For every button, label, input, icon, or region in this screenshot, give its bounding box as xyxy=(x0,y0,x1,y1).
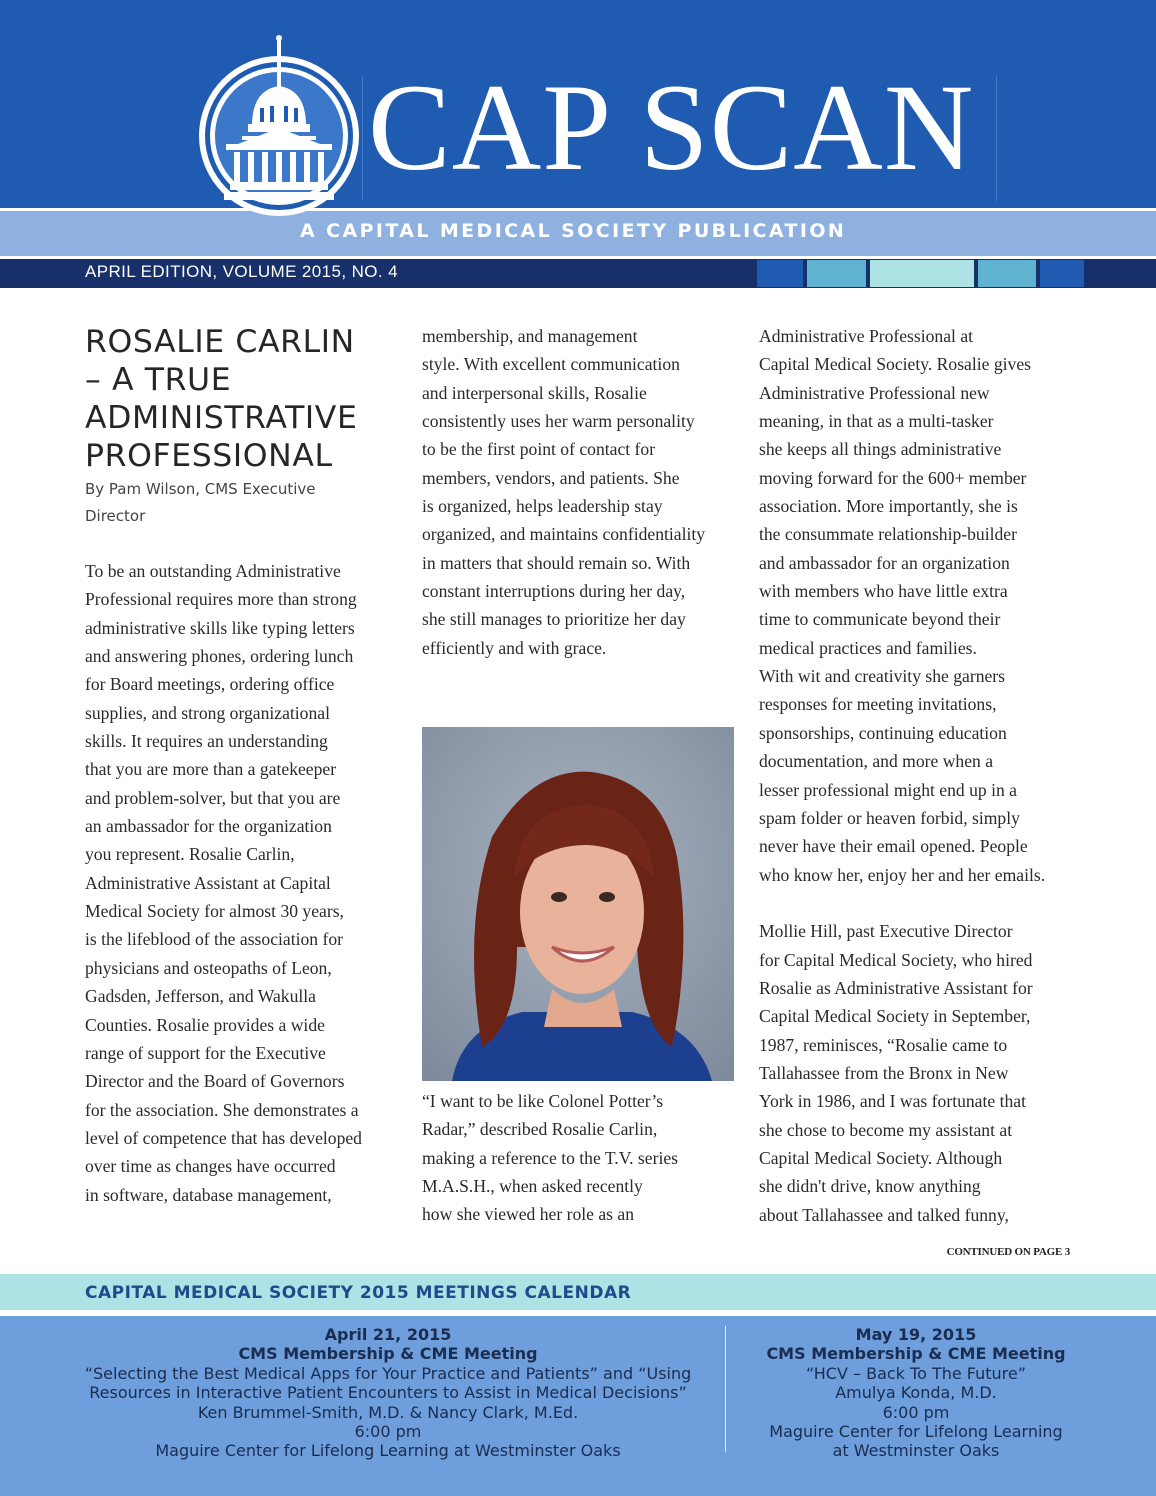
text-line: Rosalie as Administrative Assistant for xyxy=(759,977,1033,998)
text-line: efficiently and with grace. xyxy=(422,637,607,658)
headline-line: – A TRUE xyxy=(85,362,232,398)
text-line: and ambassador for an organization xyxy=(759,552,1010,573)
text-line: responses for meeting invitations, xyxy=(759,694,997,715)
text-line: she chose to become my assistant at xyxy=(759,1119,1013,1140)
text-line: Professional requires more than strong xyxy=(85,589,357,610)
text-line: about Tallahassee and talked funny, xyxy=(759,1204,1009,1225)
text-line: medical practices and families. xyxy=(759,637,977,658)
text-line: an ambassador for the organization xyxy=(85,816,332,837)
text-line: is organized, helps leadership stay xyxy=(422,496,663,517)
text-line: “I want to be like Colonel Potter’s xyxy=(422,1091,664,1111)
publication-tagline: A CAPITAL MEDICAL SOCIETY PUBLICATION xyxy=(300,220,847,242)
column-3-paragraph-1 xyxy=(759,322,1077,889)
text-line: she still manages to prioritize her day xyxy=(422,609,686,630)
calendar-event xyxy=(736,1325,1096,1461)
article-column-1 xyxy=(85,557,403,1209)
text-line: with members who have little extra xyxy=(759,581,1008,602)
color-block xyxy=(807,260,866,287)
text-line: Administrative Professional new xyxy=(759,382,990,403)
calendar-divider xyxy=(725,1326,726,1452)
text-line: time to communicate beyond their xyxy=(759,609,1001,630)
event-details xyxy=(62,1364,714,1461)
event-type: CMS Membership & CME Meeting xyxy=(238,1344,538,1364)
text-line: Ken Brummel-Smith, M.D. & Nancy Clark, M.Ed. xyxy=(197,1402,579,1422)
text-line: who know her, enjoy her and her emails. xyxy=(759,864,1046,885)
article-column-3 xyxy=(759,322,1077,1229)
text-line: to be the first point of contact for xyxy=(422,439,656,460)
text-line: Administrative Professional at xyxy=(759,326,974,346)
text-line: how she viewed her role as an xyxy=(422,1204,635,1225)
text-line: is the lifeblood of the association for xyxy=(85,929,343,950)
text-line: and answering phones, ordering lunch xyxy=(85,646,354,667)
text-line: making a reference to the T.V. series xyxy=(422,1147,678,1168)
edition-info: APRIL EDITION, VOLUME 2015, NO. 4 xyxy=(85,262,398,281)
calendar-event xyxy=(62,1325,714,1461)
event-type: CMS Membership & CME Meeting xyxy=(766,1344,1066,1364)
text-line: Counties. Rosalie provides a wide xyxy=(85,1014,325,1035)
text-line: that you are more than a gatekeeper xyxy=(85,759,337,780)
text-line: administrative skills like typing letters xyxy=(85,617,355,638)
text-line: level of competence that has developed xyxy=(85,1127,362,1148)
text-line: membership, and management xyxy=(422,326,638,346)
text-line: sponsorships, continuing education xyxy=(759,722,1007,743)
color-block xyxy=(870,260,974,287)
text-line: spam folder or heaven forbid, simply xyxy=(759,807,1020,828)
text-line: at Westminster Oaks xyxy=(832,1441,1000,1461)
text-line: supplies, and strong organizational xyxy=(85,702,330,723)
text-line: in software, database management, xyxy=(85,1184,332,1205)
text-line: over time as changes have occurred xyxy=(85,1156,336,1177)
text-line: Tallahassee from the Bronx in New xyxy=(759,1062,1009,1083)
color-block xyxy=(757,260,803,287)
text-line: Resources in Interactive Patient Encounters to Assist in Medical Decisions” xyxy=(89,1383,687,1403)
masthead-divider xyxy=(996,75,997,201)
text-line: M.A.S.H., when asked recently xyxy=(422,1176,643,1197)
text-line: Gadsden, Jefferson, and Wakulla xyxy=(85,986,316,1007)
color-block xyxy=(978,260,1036,287)
text-line: Capital Medical Society. Although xyxy=(759,1147,1003,1168)
text-line: style. With excellent communication xyxy=(422,354,680,375)
capitol-dome-logo xyxy=(198,32,364,224)
text-line: physicians and osteopaths of Leon, xyxy=(85,957,332,978)
text-line: for the association. She demonstrates a xyxy=(85,1099,359,1120)
text-line: consistently uses her warm personality xyxy=(422,411,695,432)
text-line: To be an outstanding Administrative xyxy=(85,561,341,581)
headline-line: ROSALIE CARLIN xyxy=(85,324,355,360)
text-line: Maguire Center for Lifelong Learning at Westminster Oaks xyxy=(155,1441,621,1461)
text-line: range of support for the Executive xyxy=(85,1042,326,1063)
text-line: the consummate relationship-builder xyxy=(759,524,1017,545)
text-line: With wit and creativity she garners xyxy=(759,666,1006,687)
text-line: 1987, reminisces, “Rosalie came to xyxy=(759,1034,1008,1055)
text-line: Mollie Hill, past Executive Director xyxy=(759,921,1013,942)
text-line: Capital Medical Society in September, xyxy=(759,1006,1031,1027)
text-line: never have their email opened. People xyxy=(759,836,1028,857)
article-byline xyxy=(85,476,375,530)
text-line: “Selecting the Best Medical Apps for Your Practice and Patients” and “Using xyxy=(84,1363,692,1383)
text-line: Capital Medical Society. Rosalie gives xyxy=(759,354,1031,375)
text-line: York in 1986, and I was fortunate that xyxy=(759,1091,1026,1112)
event-details xyxy=(736,1364,1096,1461)
text-line: members, vendors, and patients. She xyxy=(422,467,680,488)
text-line: Medical Society for almost 30 years, xyxy=(85,901,344,922)
text-line: Radar,” described Rosalie Carlin, xyxy=(422,1119,658,1140)
text-line: she didn't drive, know anything xyxy=(759,1176,981,1197)
headline-line: PROFESSIONAL xyxy=(85,438,333,474)
text-line: documentation, and more when a xyxy=(759,751,994,772)
article-column-2 xyxy=(422,322,740,662)
text-line: and interpersonal skills, Rosalie xyxy=(422,382,647,403)
continued-on-page-link[interactable]: CONTINUED ON PAGE 3 xyxy=(946,1246,1070,1258)
byline-line: By Pam Wilson, CMS Executive xyxy=(85,480,316,498)
text-line: in matters that should remain so. With xyxy=(422,552,691,573)
text-line: Amulya Konda, M.D. xyxy=(835,1383,997,1403)
publication-title: CAP SCAN xyxy=(368,59,975,196)
text-line: lesser professional might end up in a xyxy=(759,779,1017,800)
text-line: “HCV – Back To The Future” xyxy=(805,1363,1027,1383)
event-date: April 21, 2015 xyxy=(324,1325,452,1344)
text-line: for Capital Medical Society, who hired xyxy=(759,949,1033,970)
photo-caption xyxy=(422,1087,740,1229)
text-line: for Board meetings, ordering office xyxy=(85,674,335,695)
calendar-title: CAPITAL MEDICAL SOCIETY 2015 MEETINGS CALENDAR xyxy=(85,1283,632,1303)
text-line: 6:00 pm xyxy=(354,1422,422,1442)
text-line: Maguire Center for Lifelong Learning xyxy=(769,1422,1063,1442)
text-line: meaning, in that as a multi-tasker xyxy=(759,411,994,432)
text-line: Director and the Board of Governors xyxy=(85,1071,345,1092)
text-line: moving forward for the 600+ member xyxy=(759,467,1027,488)
text-line: and problem-solver, but that you are xyxy=(85,787,341,808)
text-line: she keeps all things administrative xyxy=(759,439,1002,460)
event-date: May 19, 2015 xyxy=(855,1325,977,1344)
text-line: Administrative Assistant at Capital xyxy=(85,872,331,893)
headline-line: ADMINISTRATIVE xyxy=(85,400,358,436)
color-block xyxy=(1040,260,1084,287)
text-line: organized, and maintains confidentiality xyxy=(422,524,706,545)
article-headline xyxy=(85,323,395,475)
column-3-paragraph-2 xyxy=(759,917,1077,1229)
text-line: constant interruptions during her day, xyxy=(422,581,686,602)
text-line: 6:00 pm xyxy=(882,1402,950,1422)
rosalie-carlin-photo xyxy=(422,727,734,1081)
byline-line: Director xyxy=(85,507,146,525)
text-line: you represent. Rosalie Carlin, xyxy=(85,844,295,865)
text-line: association. More importantly, she is xyxy=(759,496,1018,517)
text-line: skills. It requires an understanding xyxy=(85,731,328,752)
